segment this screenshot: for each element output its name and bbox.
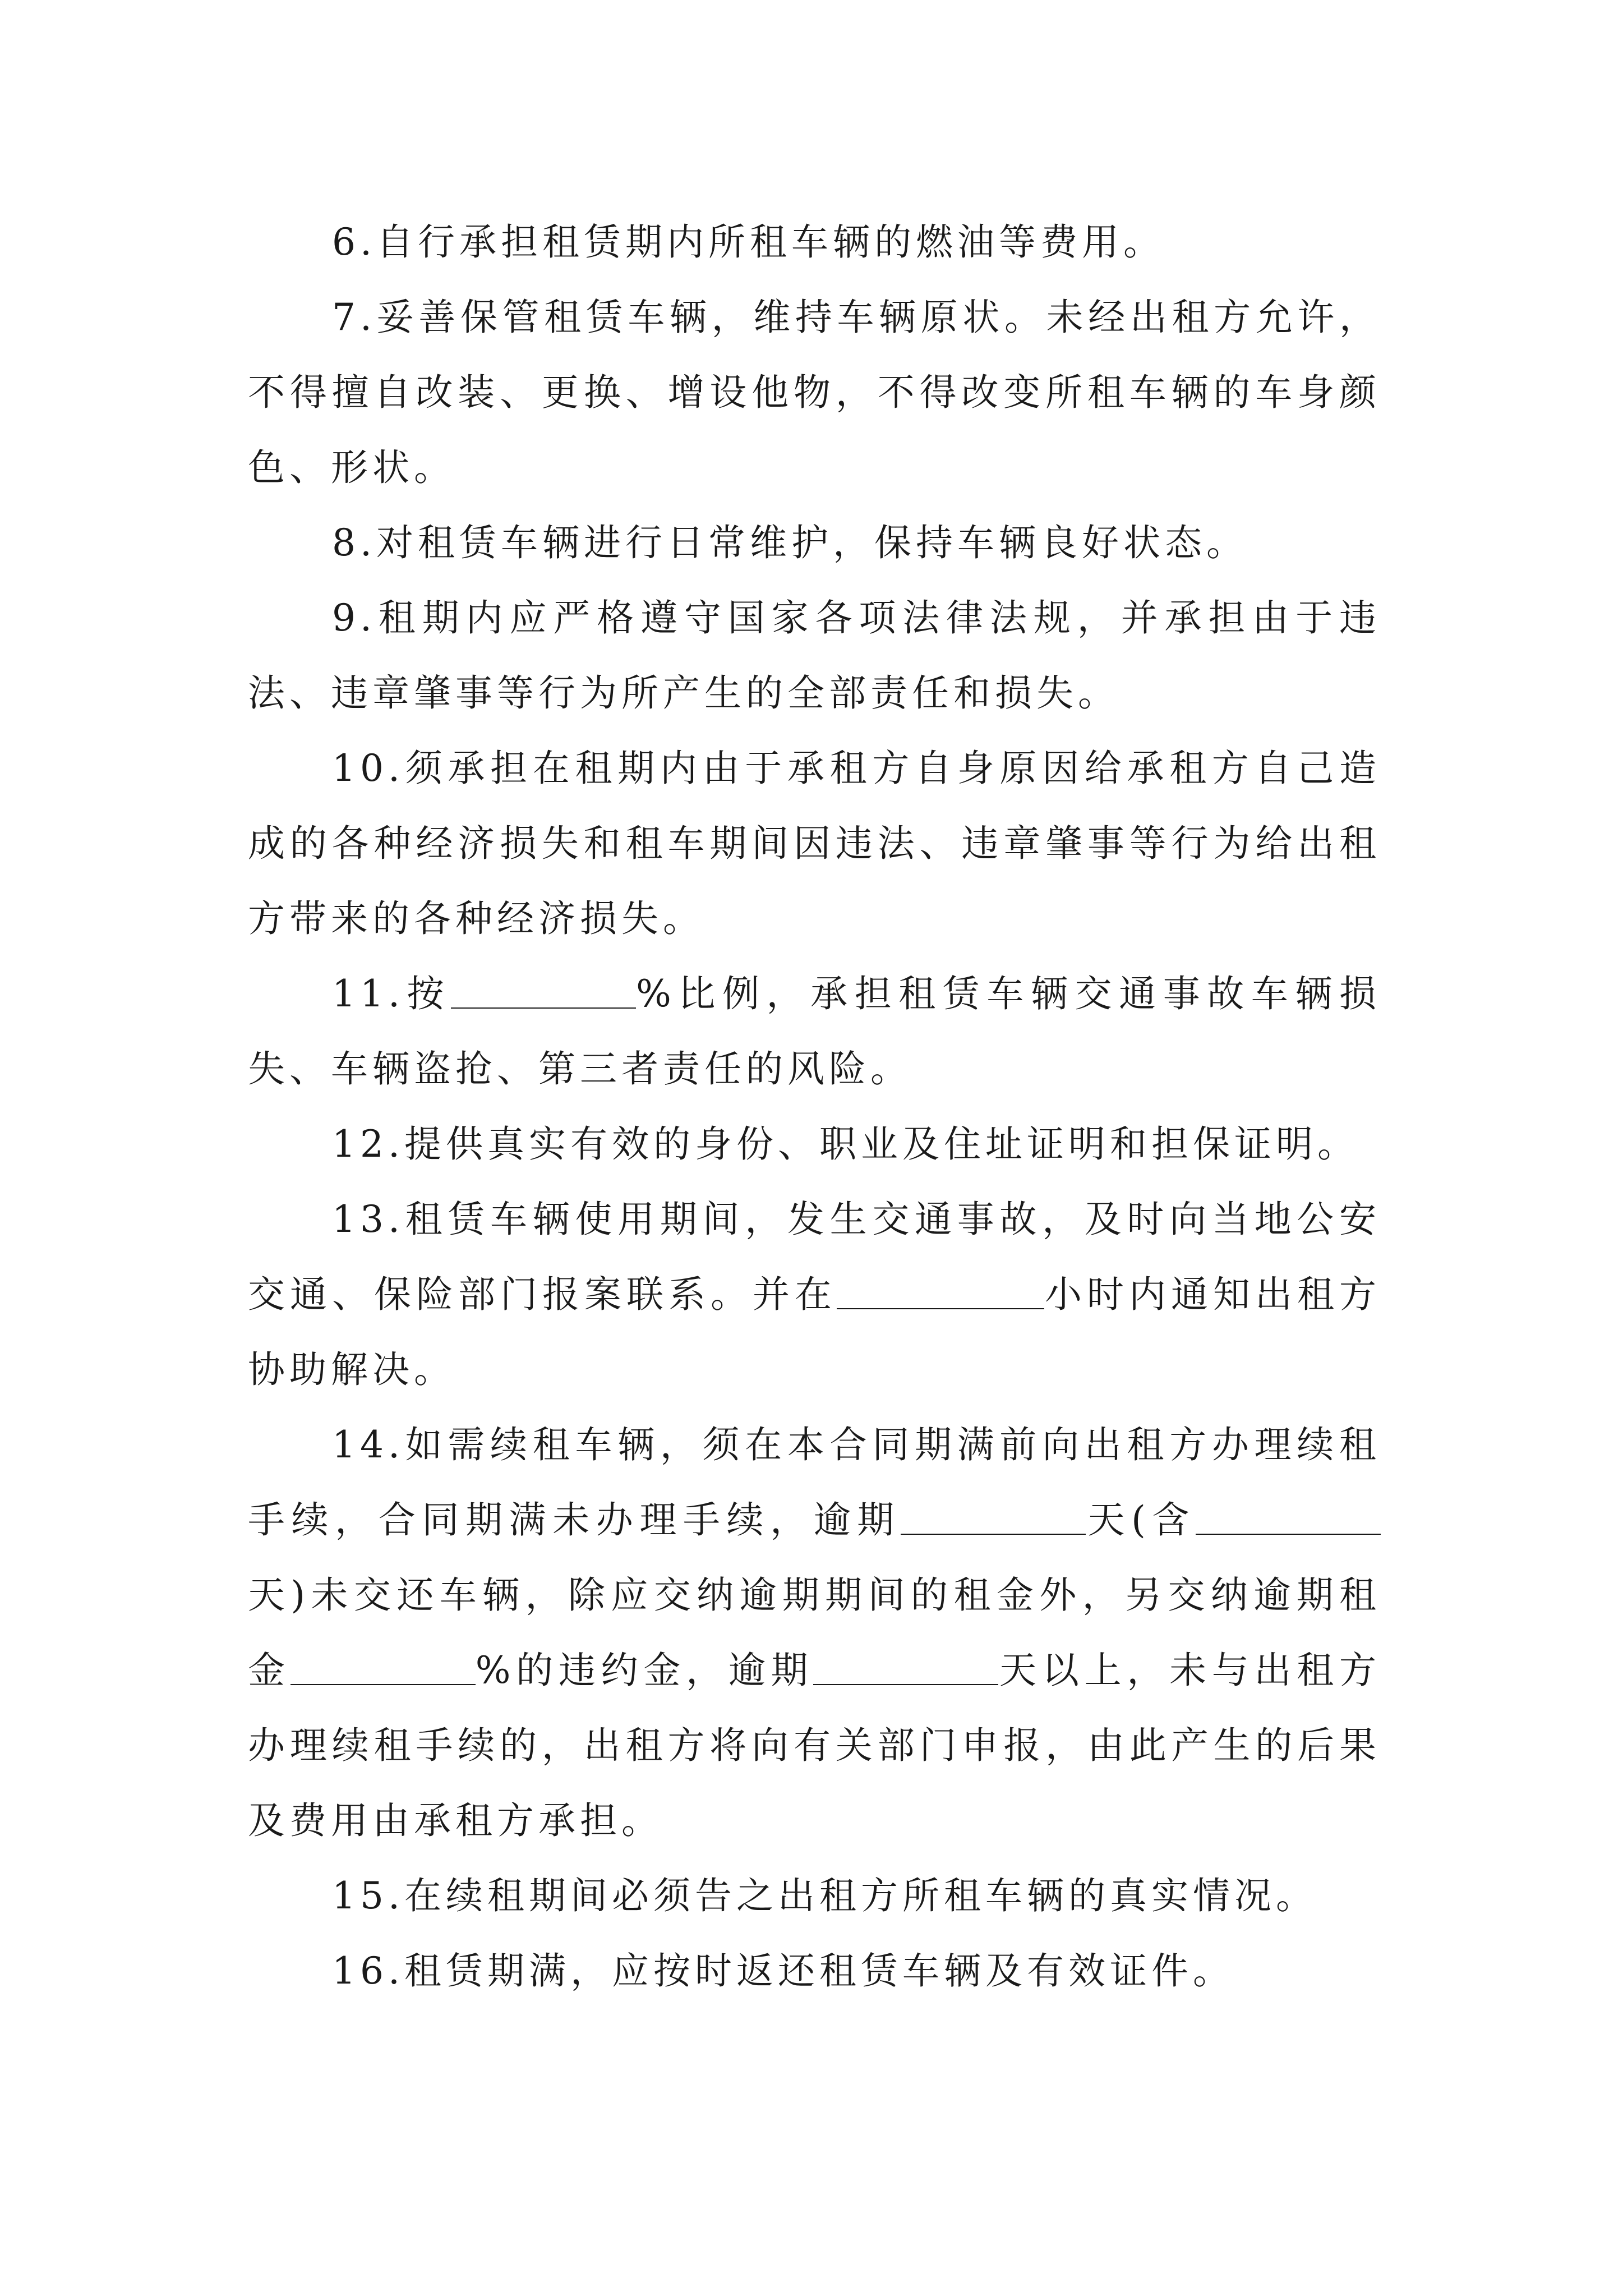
- clause-11-text-end: %比例，承担租赁车辆交通事故车辆损失、车辆盗抢、第三者责任的风险。: [248, 972, 1381, 1091]
- fill-blank-percentage[interactable]: [451, 968, 636, 1009]
- clause-11-text-start: 11.按: [332, 972, 451, 1015]
- clause-13: [248, 1182, 1381, 1407]
- clause-16-text: 16.租赁期满，应按时返还租赁车辆及有效证件。: [332, 1949, 1234, 1993]
- clause-12-text: 12.提供真实有效的身份、职业及住址证明和担保证明。: [332, 1122, 1359, 1166]
- clause-14: [248, 1407, 1381, 1858]
- fill-blank-overdue-days-limit[interactable]: [813, 1645, 998, 1685]
- clause-6: [248, 205, 1381, 280]
- clause-list: [248, 205, 1381, 2009]
- clause-15-text: 15.在续租期间必须告之出租方所租车辆的真实情况。: [332, 1874, 1317, 1917]
- clause-13-text-start: 13.租赁车辆使用期间，发生交通事故，及时向当地公安交通、保险部门报案联系。并在: [248, 1198, 1381, 1316]
- clause-9: [248, 581, 1381, 731]
- clause-10-text: 10.须承担在租期内由于承租方自身原因给承租方自己造成的各种经济损失和租车期间因违法、违章肇事等行为给出租方带来的各种经济损失。: [248, 747, 1381, 940]
- clause-14-text-4: %的违约金，逾期: [475, 1649, 814, 1692]
- clause-14-text-1: 14.如需续租车辆，须在本合同期满前向出租方办理续租手续，合同期满未办理手续，逾期: [248, 1423, 1381, 1542]
- clause-14-text-5: 天以上，未与出租方办理续租手续的，出租方将向有关部门申报，由此产生的后果及费用由承租方承担。: [248, 1649, 1381, 1842]
- clause-14-text-2: 天(含: [1085, 1498, 1196, 1542]
- clause-8: [248, 505, 1381, 581]
- clause-7-text: 7.妥善保管租赁车辆，维持车辆原状。未经出租方允许，不得擅自改装、更换、增设他物，不得改变所租车辆的车身颜色、形状。: [248, 296, 1381, 489]
- clause-15: [248, 1858, 1381, 1934]
- clause-13-text-end: 小时内通知出租方协助解决。: [248, 1273, 1381, 1391]
- fill-blank-hours[interactable]: [837, 1269, 1044, 1309]
- clause-12: [248, 1107, 1381, 1182]
- clause-7: [248, 280, 1381, 505]
- fill-blank-overdue-days[interactable]: [901, 1494, 1086, 1535]
- clause-6-text: 6.自行承担租赁期内所租车辆的燃油等费用。: [332, 220, 1165, 264]
- clause-11: [248, 956, 1381, 1107]
- clause-14-text-3: 天)未交还车辆，除应交纳逾期期间的租金外，另交纳逾期租金: [248, 1573, 1381, 1692]
- clause-16: [248, 1934, 1381, 2009]
- fill-blank-included-days[interactable]: [1196, 1494, 1381, 1535]
- fill-blank-penalty-percentage[interactable]: [291, 1645, 476, 1685]
- clause-9-text: 9.租期内应严格遵守国家各项法律法规，并承担由于违法、违章肇事等行为所产生的全部责任和损失。: [248, 596, 1381, 715]
- clause-8-text: 8.对租赁车辆进行日常维护，保持车辆良好状态。: [332, 521, 1248, 564]
- clause-10: [248, 731, 1381, 956]
